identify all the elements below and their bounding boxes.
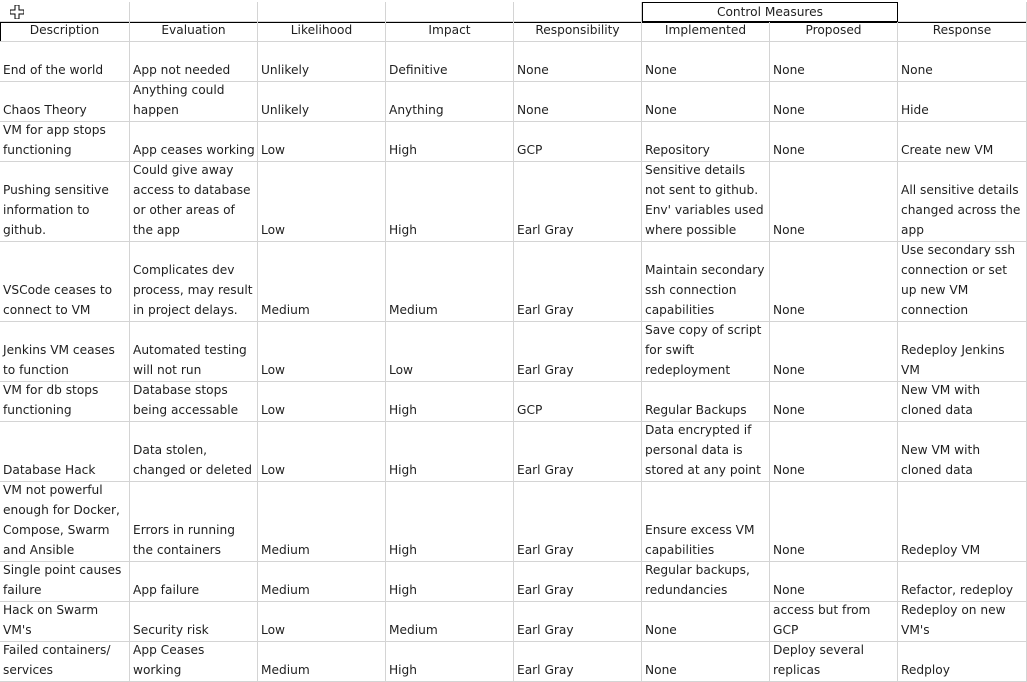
cell-text: None [773, 143, 805, 157]
header-label: Response [932, 23, 992, 37]
cell-description[interactable] [0, 322, 130, 382]
cell-text: Low [261, 223, 285, 237]
cell-text: None [773, 103, 805, 117]
cell-description[interactable] [0, 422, 130, 482]
cell-proposed[interactable] [770, 642, 898, 682]
cell-text: Anything could happen [133, 83, 225, 117]
cell-description[interactable] [0, 382, 130, 422]
cell-impact[interactable] [386, 602, 514, 642]
cell-response[interactable] [898, 322, 1027, 382]
header-responsibility[interactable] [514, 22, 642, 42]
cell-text: Failed containers/ services [3, 643, 111, 677]
cell-text: Create new VM [901, 143, 994, 157]
cell-response[interactable] [898, 422, 1027, 482]
cell-proposed[interactable] [770, 482, 898, 562]
cell-text: Low [261, 363, 285, 377]
cell-impact[interactable] [386, 422, 514, 482]
cell-evaluation[interactable] [130, 562, 258, 602]
header-implemented[interactable] [642, 22, 770, 42]
cell-evaluation[interactable] [130, 322, 258, 382]
cell-likelihood[interactable] [258, 602, 386, 642]
cell-text: Earl Gray [517, 303, 574, 317]
cell-text: App failure [133, 583, 200, 597]
cell-text: Low [261, 463, 285, 477]
cell-text: Deploy several replicas [773, 643, 864, 677]
cell-text: None [901, 63, 933, 77]
cell-text: High [389, 543, 418, 557]
cell-likelihood[interactable] [258, 162, 386, 242]
cell-responsibility[interactable] [514, 162, 642, 242]
cell-implemented[interactable] [642, 122, 770, 162]
empty-cell[interactable] [898, 2, 1027, 22]
cell-text: Definitive [389, 63, 448, 77]
cell-text: All sensitive details changed across the app [901, 183, 1021, 237]
cell-responsibility[interactable] [514, 382, 642, 422]
cell-text: Earl Gray [517, 463, 574, 477]
cell-text: Save copy of script for swift redeployment [645, 323, 762, 377]
cell-proposed[interactable] [770, 562, 898, 602]
cell-response[interactable] [898, 162, 1027, 242]
cell-proposed[interactable] [770, 602, 898, 642]
cell-impact[interactable] [386, 42, 514, 82]
cell-response[interactable] [898, 482, 1027, 562]
cell-text: Refactor, redeploy [901, 583, 1014, 597]
cell-text: GCP [517, 403, 543, 417]
cell-impact[interactable] [386, 382, 514, 422]
cell-text: Could give away access to database or other areas of the app [133, 163, 251, 237]
cell-text: High [389, 403, 418, 417]
cell-text: Regular Backups [645, 403, 747, 417]
cell-proposed[interactable] [770, 242, 898, 322]
cell-text: High [389, 663, 418, 677]
cell-responsibility[interactable] [514, 642, 642, 682]
cell-evaluation[interactable] [130, 422, 258, 482]
cell-text: App not needed [133, 63, 231, 77]
cell-text: High [389, 583, 418, 597]
empty-cell[interactable] [0, 2, 130, 22]
cell-text: Unlikely [261, 63, 310, 77]
cell-responsibility[interactable] [514, 562, 642, 602]
cell-proposed[interactable] [770, 322, 898, 382]
cell-text: Chaos Theory [3, 103, 87, 117]
cell-text: High [389, 223, 418, 237]
cell-text: None [773, 363, 805, 377]
cell-responsibility[interactable] [514, 422, 642, 482]
cell-text: Earl Gray [517, 223, 574, 237]
cell-response[interactable] [898, 82, 1027, 122]
header-label: Implemented [664, 23, 747, 37]
cell-implemented[interactable] [642, 382, 770, 422]
header-impact[interactable] [386, 22, 514, 42]
cell-description[interactable] [0, 482, 130, 562]
cell-text: End of the world [3, 63, 104, 77]
cell-text: Unlikely [261, 103, 310, 117]
cell-description[interactable] [0, 242, 130, 322]
cell-text: GCP [517, 143, 543, 157]
cell-text: App ceases working [133, 143, 255, 157]
cell-text: None [517, 63, 549, 77]
cell-implemented[interactable] [642, 322, 770, 382]
cell-text: New VM with cloned data [901, 383, 981, 417]
cell-text: Hack on Swarm VM's [3, 603, 99, 637]
cell-text: Single point causes failure [3, 563, 122, 597]
cell-likelihood[interactable] [258, 482, 386, 562]
cell-text: Medium [389, 303, 438, 317]
cell-implemented[interactable] [642, 42, 770, 82]
cell-responsibility[interactable] [514, 242, 642, 322]
header-response[interactable] [898, 22, 1027, 42]
cell-response[interactable] [898, 382, 1027, 422]
header-evaluation[interactable] [130, 22, 258, 42]
cell-impact[interactable] [386, 482, 514, 562]
cell-text: Database stops being accessable [133, 383, 239, 417]
cell-proposed[interactable] [770, 122, 898, 162]
control-measures-header[interactable]: Control Measures [642, 2, 898, 22]
cell-impact[interactable] [386, 322, 514, 382]
cell-text: None [773, 223, 805, 237]
cell-text: Redeploy on new VM's [901, 603, 1006, 637]
cell-responsibility[interactable] [514, 322, 642, 382]
cell-text: Automated testing will not run [133, 343, 247, 377]
cell-text: None [645, 623, 677, 637]
cell-likelihood[interactable] [258, 242, 386, 322]
cell-implemented[interactable] [642, 162, 770, 242]
cell-text: Sensitive details not sent to github. Env' variables used where possible [645, 163, 764, 237]
cell-text: Earl Gray [517, 623, 574, 637]
cell-proposed[interactable] [770, 422, 898, 482]
cell-text: VM for db stops functioning [3, 383, 99, 417]
cell-text: Redeploy VM [901, 543, 981, 557]
cell-text: None [773, 63, 805, 77]
cell-implemented[interactable] [642, 562, 770, 602]
cell-implemented[interactable] [642, 602, 770, 642]
cell-description[interactable] [0, 162, 130, 242]
cell-text: Repository [645, 143, 710, 157]
cell-text: None [517, 103, 549, 117]
cell-text: None [773, 543, 805, 557]
cell-evaluation[interactable] [130, 122, 258, 162]
cell-evaluation[interactable] [130, 82, 258, 122]
cell-response[interactable] [898, 562, 1027, 602]
cell-proposed[interactable] [770, 42, 898, 82]
cell-implemented[interactable] [642, 242, 770, 322]
cell-responsibility[interactable] [514, 82, 642, 122]
cell-response[interactable] [898, 242, 1027, 322]
cell-evaluation[interactable] [130, 162, 258, 242]
header-label: Proposed [805, 23, 862, 37]
cell-impact[interactable] [386, 242, 514, 322]
cell-text: None [773, 583, 805, 597]
cell-impact[interactable] [386, 122, 514, 162]
header-label: Responsibility [535, 23, 620, 37]
cell-impact[interactable] [386, 82, 514, 122]
header-description[interactable] [0, 22, 130, 42]
cell-likelihood[interactable] [258, 122, 386, 162]
cell-impact[interactable] [386, 562, 514, 602]
cell-text: Medium [261, 543, 310, 557]
cell-description[interactable] [0, 602, 130, 642]
cell-text: None [645, 663, 677, 677]
cell-evaluation[interactable] [130, 482, 258, 562]
cell-likelihood[interactable] [258, 42, 386, 82]
cell-responsibility[interactable] [514, 42, 642, 82]
cell-text: Medium [389, 623, 438, 637]
cell-evaluation[interactable] [130, 42, 258, 82]
cell-text: Earl Gray [517, 663, 574, 677]
cell-text: High [389, 463, 418, 477]
cell-text: VM for app stops functioning [3, 123, 106, 157]
cell-description[interactable] [0, 82, 130, 122]
cell-text: Anything [389, 103, 444, 117]
cell-text: Pushing sensitive information to github. [3, 183, 109, 237]
cell-text: Jenkins VM ceases to function [3, 343, 115, 377]
cell-text: Maintain secondary ssh connection capabilities [645, 263, 765, 317]
cell-responsibility[interactable] [514, 602, 642, 642]
empty-cell[interactable] [258, 2, 386, 22]
header-label: Impact [428, 23, 471, 37]
cell-impact[interactable] [386, 162, 514, 242]
header-label: Likelihood [290, 23, 353, 37]
header-proposed[interactable] [770, 22, 898, 42]
cell-text: Redploy [901, 663, 950, 677]
cell-description[interactable] [0, 562, 130, 602]
cell-text: Data stolen, changed or deleted [133, 443, 252, 477]
cell-text: New VM with cloned data [901, 443, 981, 477]
cell-text: VM not powerful enough for Docker, Compose, Swarm and Ansible [3, 483, 120, 557]
cell-proposed[interactable] [770, 82, 898, 122]
cell-text: None [773, 303, 805, 317]
cell-text: access but from GCP [773, 603, 871, 637]
header-likelihood[interactable] [258, 22, 386, 42]
cell-text: Regular backups, redundancies [645, 563, 750, 597]
cell-text: Ensure excess VM capabilities [645, 523, 755, 557]
cell-likelihood[interactable] [258, 82, 386, 122]
empty-cell[interactable] [386, 2, 514, 22]
cell-proposed[interactable] [770, 382, 898, 422]
cell-likelihood[interactable] [258, 422, 386, 482]
cell-text: Complicates dev process, may result in project delays. [133, 263, 253, 317]
cell-likelihood[interactable] [258, 562, 386, 602]
cell-text: Low [261, 143, 285, 157]
cell-text: Use secondary ssh connection or set up new VM connection [901, 243, 1016, 317]
header-label: Evaluation [161, 23, 226, 37]
cell-text: Database Hack [3, 463, 96, 477]
cell-implemented[interactable] [642, 422, 770, 482]
cell-text: Earl Gray [517, 583, 574, 597]
cell-text: Low [261, 403, 285, 417]
cell-text: App Ceases working [133, 643, 205, 677]
cell-text: Low [261, 623, 285, 637]
cell-evaluation[interactable] [130, 242, 258, 322]
empty-cell[interactable] [130, 2, 258, 22]
cell-text: None [773, 403, 805, 417]
cell-text: Earl Gray [517, 543, 574, 557]
cell-evaluation[interactable] [130, 382, 258, 422]
cell-response[interactable] [898, 602, 1027, 642]
cell-responsibility[interactable] [514, 482, 642, 562]
cell-text: Redeploy Jenkins VM [901, 343, 1005, 377]
cell-likelihood[interactable] [258, 322, 386, 382]
cell-response[interactable] [898, 642, 1027, 682]
cell-text: None [645, 103, 677, 117]
cell-implemented[interactable] [642, 642, 770, 682]
cell-impact[interactable] [386, 642, 514, 682]
cell-text: Data encrypted if personal data is stored at any point [645, 423, 761, 477]
cell-description[interactable] [0, 42, 130, 82]
cell-proposed[interactable] [770, 162, 898, 242]
cell-text: VSCode ceases to connect to VM [3, 283, 113, 317]
cell-responsibility[interactable] [514, 122, 642, 162]
cell-text: Medium [261, 583, 310, 597]
cell-text: Errors in running the containers [133, 523, 235, 557]
cell-likelihood[interactable] [258, 642, 386, 682]
cell-text: None [773, 463, 805, 477]
cell-text: Medium [261, 663, 310, 677]
cell-text: None [645, 63, 677, 77]
cell-implemented[interactable] [642, 82, 770, 122]
cell-text: Earl Gray [517, 363, 574, 377]
cell-description[interactable] [0, 642, 130, 682]
cell-likelihood[interactable] [258, 382, 386, 422]
cell-description[interactable] [0, 122, 130, 162]
empty-cell[interactable] [514, 2, 642, 22]
cell-evaluation[interactable] [130, 642, 258, 682]
cell-evaluation[interactable] [130, 602, 258, 642]
cell-text: Medium [261, 303, 310, 317]
cell-text: Hide [901, 103, 929, 117]
cell-response[interactable] [898, 42, 1027, 82]
cell-text: Security risk [133, 623, 209, 637]
cell-implemented[interactable] [642, 482, 770, 562]
cell-text: High [389, 143, 418, 157]
header-label: Description [29, 23, 100, 37]
cell-text: Low [389, 363, 413, 377]
cell-response[interactable] [898, 122, 1027, 162]
